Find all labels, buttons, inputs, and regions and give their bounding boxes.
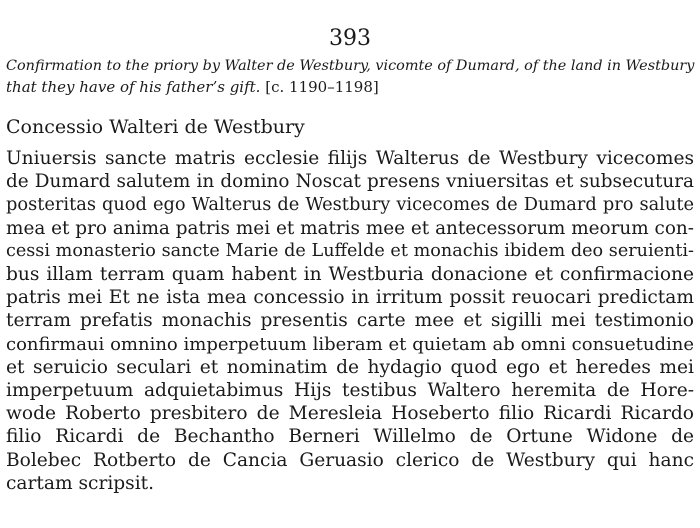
summary-line-1: Confirmation to the priory by Walter de Westbury, vicomte of Dumard, of the land in Westbury (6, 58, 695, 74)
charter-line-last: cartam scripsit. (6, 472, 155, 494)
charter-text (6, 147, 694, 495)
charter-line: filio Ricardi de Bechantho Berneri Willelmo de Ortune Widone de (6, 426, 694, 448)
charter-line: et seruicio seculari et nominatim de hydagio quod ego et heredes mei (6, 356, 694, 378)
charter-line: cessi monasterio sancte Marie de Luffelde et monachis ibidem deo seruienti- (6, 240, 694, 261)
charter-line: posteritas quod ego Walterus de Westbury vicecomes de Dumard pro salute (6, 194, 694, 216)
document-summary (6, 56, 694, 98)
charter-line: de Dumard salutem in domino Noscat presens vniuersitas et subsecutura (6, 171, 694, 193)
charter-line: mea et pro anima patris mei et matris mee et antecessorum meorum con- (6, 217, 694, 239)
summary-line-2 (6, 77, 694, 98)
charter-line: Uniuersis sancte matris ecclesie filijs Walterus de Westbury vicecomes (6, 148, 694, 169)
charter-line: bus illam terram quam habent in Westburia donacione et confirmacione (6, 264, 694, 286)
document-number: 393 (329, 26, 371, 51)
charter-line: patris mei Et ne ista mea concessio in irritum possit reuocari predictam (6, 287, 694, 309)
charter-line: terram prefatis monachis presentis carte mee et sigilli mei testimonio (6, 310, 694, 332)
charter-line: imperpetuum adquietabimus Hijs testibus Waltero heremita de Hore- (6, 380, 694, 402)
summary-date: [c. 1190–1198] (265, 78, 379, 96)
charter-line: confirmaui omnino imperpetuum liberam et quietam ab omni consuetudine (6, 333, 694, 355)
charter-heading: Concessio Walteri de Westbury (6, 116, 305, 138)
charter-line: Bolebec Rotberto de Cancia Geruasio clerico de Westbury qui hanc (6, 449, 694, 471)
charter-line: wode Roberto presbitero de Meresleia Hoseberto filio Ricardi Ricardo (6, 403, 694, 425)
summary-line-2-text: that they have of his father’s gift. (6, 78, 261, 96)
